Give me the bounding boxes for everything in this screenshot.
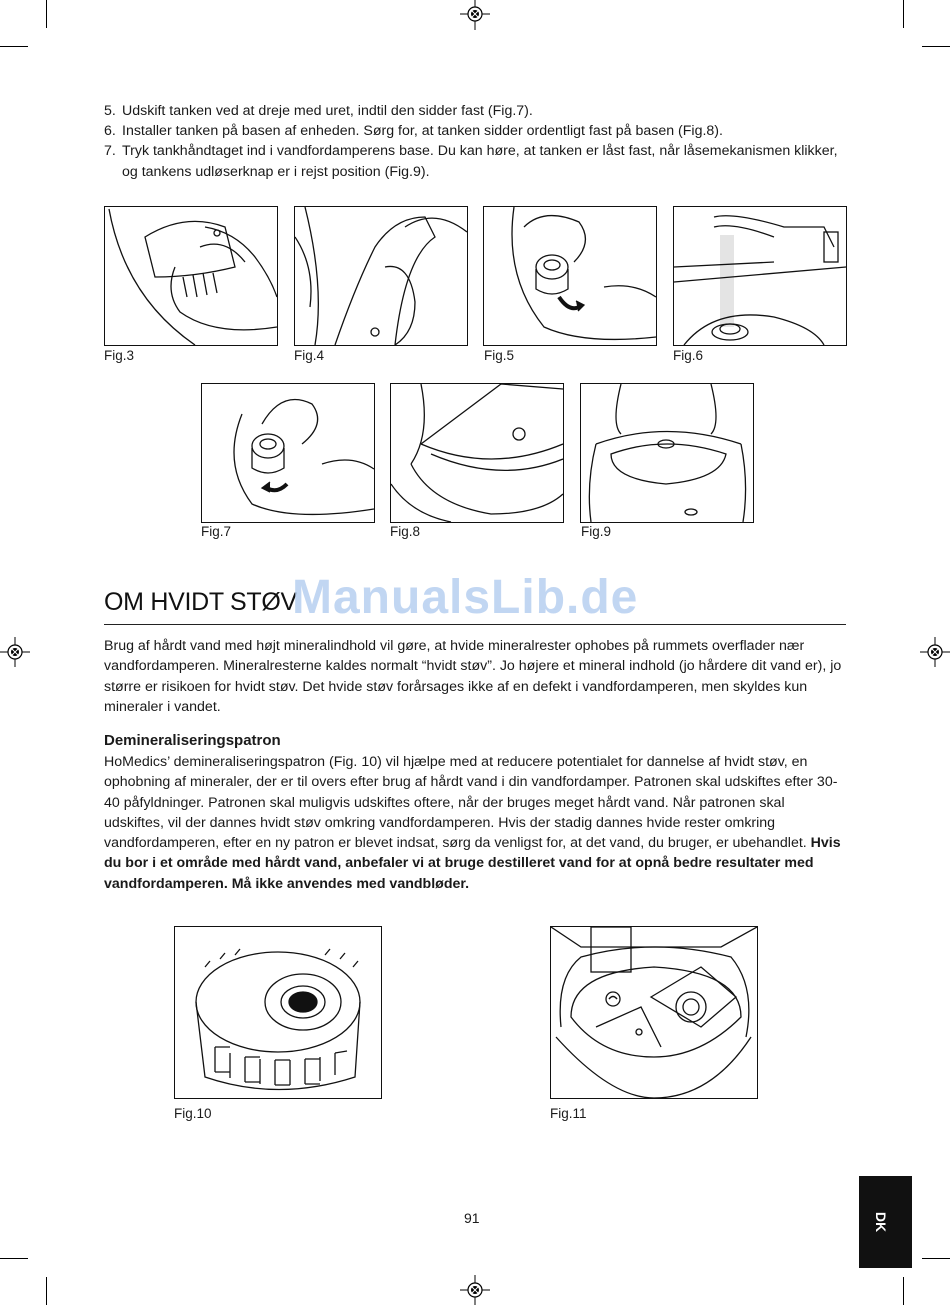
- crop-mark: [922, 1258, 950, 1259]
- figure-8-illustration: [390, 383, 564, 523]
- section-divider: [104, 624, 846, 625]
- body-paragraph: [104, 752, 846, 894]
- figure-caption: Fig.6: [673, 348, 704, 363]
- step-number: 7.: [104, 143, 116, 160]
- step-number: 6.: [104, 123, 116, 140]
- instruction-steps: [104, 101, 844, 182]
- step-item: [104, 101, 844, 121]
- body-text: HoMedics’ demineraliseringspatron (Fig. 10) vil hjælpe med at reducere potentialet for dannelse af hvidt støv, en ophobning af mineraler, der er til overs efter brug af hårdt vand i din vandfordamper. Patronen skal udskiftes efter 30-40 påfyldninger. Patronen skal muligvis udskiftes oftere, når der bruges meget hårdt vand. Når patronen skal udskiftes, vil der dannes hvidt støv omkring vandfordamperen. Hvis der stadig dannes hvide rester omkring vandfordamperen, efter en ny patron er blevet indsat, sørg da venligst for, at det vand, du bruger, er ubehandlet.: [104, 754, 838, 852]
- figure-3-illustration: [104, 206, 278, 346]
- crop-mark: [46, 1277, 47, 1305]
- figure-caption: Fig.8: [390, 524, 421, 539]
- registration-mark-icon: [0, 637, 30, 667]
- subheading: Demineraliseringspatron: [104, 732, 281, 749]
- crop-mark: [46, 0, 47, 28]
- registration-mark-icon: [460, 0, 490, 30]
- figure-11-illustration: [550, 926, 758, 1099]
- section-title: OM HVIDT STØV: [104, 588, 297, 616]
- body-bold-text: Hvis du bor i et område med hårdt vand, anbefaler vi at bruge destilleret vand for at opnå bedre resultater med vandfordamperen. Må ikke anvendes med vandbløder.: [104, 835, 841, 892]
- step-item: [104, 121, 844, 141]
- figure-4-illustration: [294, 206, 468, 346]
- watermark: ManualsLib.de: [292, 571, 639, 624]
- step-number: 5.: [104, 103, 116, 119]
- step-item: [104, 141, 844, 181]
- intro-paragraph: Brug af hårdt vand med højt mineralindhold vil gøre, at hvide mineralrester ophobes på rummets overflader nær vandfordamperen. Mineralresterne kaldes normalt “hvidt støv”. Jo højere et mineral indhold (jo hårdere dit vand er), jo større er risikoen for hvidt støv. Det hvide støv forårsages ikke af en defekt i vandfordamperen, men skyldes kun mineraler i vandet.: [104, 638, 842, 715]
- figure-caption: Fig.3: [104, 348, 135, 363]
- page-number: 91: [464, 1210, 480, 1226]
- crop-mark: [922, 46, 950, 47]
- figure-caption: Fig.11: [550, 1106, 587, 1121]
- figure-caption: Fig.9: [581, 524, 612, 539]
- registration-mark-icon: [460, 1275, 490, 1305]
- step-text: Installer tanken på basen af enheden. Sørg for, at tanken sidder ordentligt fast på basen (Fig.8).: [122, 123, 723, 140]
- registration-mark-icon: [920, 637, 950, 667]
- language-tab-label: DK: [873, 1211, 890, 1233]
- figure-10-illustration: [174, 926, 382, 1099]
- figure-caption: Fig.4: [294, 348, 325, 363]
- crop-mark: [903, 0, 904, 28]
- figure-9-illustration: [580, 383, 754, 523]
- crop-mark: [0, 46, 28, 47]
- crop-mark: [0, 1258, 28, 1259]
- figure-caption: Fig.5: [484, 348, 515, 363]
- crop-mark: [903, 1277, 904, 1305]
- figure-6-illustration: [673, 206, 847, 346]
- figure-7-illustration: [201, 383, 375, 523]
- step-text: Udskift tanken ved at dreje med uret, indtil den sidder fast (Fig.7).: [122, 103, 533, 119]
- figure-caption: Fig.10: [174, 1106, 212, 1121]
- figure-5-illustration: [483, 206, 657, 346]
- language-tab: [859, 1176, 912, 1268]
- figure-caption: Fig.7: [201, 524, 232, 539]
- step-text: Tryk tankhåndtaget ind i vandfordamperens base. Du kan høre, at tanken er låst fast, når låsemekanismen klikker, og tankens udløserknap er i rejst position (Fig.9).: [122, 143, 838, 180]
